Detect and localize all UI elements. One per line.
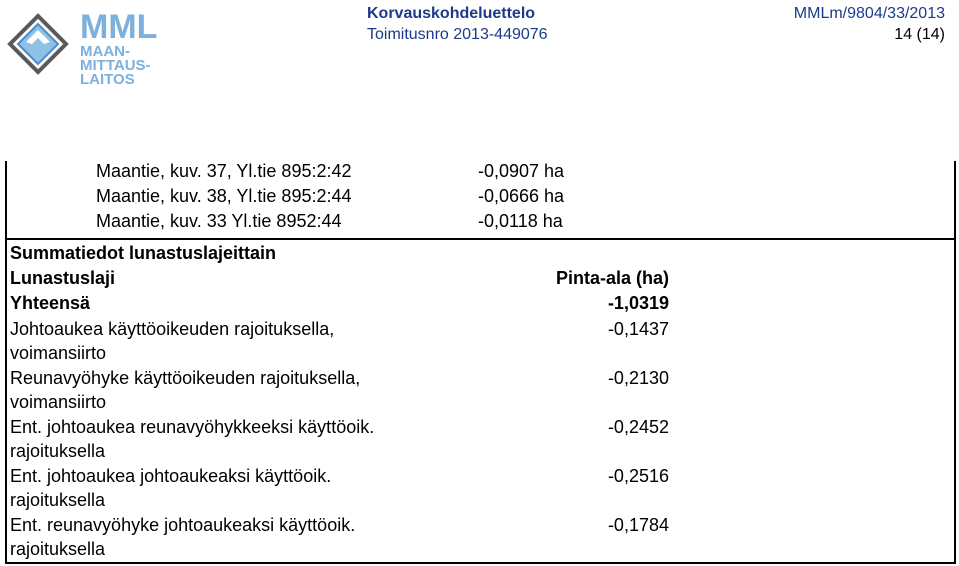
- summary-row-type-cont: rajoituksella: [10, 490, 106, 510]
- summary-total-label: Yhteensä: [10, 293, 91, 313]
- summary-row-value: -0,1784: [607, 515, 669, 535]
- summary-total-value: -1,0319: [607, 293, 669, 313]
- document-reference: MMLm/9804/33/2013: [793, 5, 945, 22]
- summary-row-type: Ent. reunavyöhyke johtoaukeaksi käyttöoik.: [10, 515, 356, 535]
- list-item-name: Maantie, kuv. 38, Yl.tie 895:2:44: [96, 186, 352, 206]
- summary-row-type: Ent. johtoaukea reunavyöhykkeeksi käyttöoik.: [10, 417, 375, 437]
- summary-row-type-cont: voimansiirto: [10, 392, 107, 412]
- svg-text:MML: MML: [80, 8, 158, 46]
- summary-column-type: Lunastuslaji: [10, 268, 116, 288]
- summary-row-type: Johtoaukea käyttöoikeuden rajoituksella,: [10, 319, 335, 339]
- svg-text:MAAN-: MAAN-: [80, 43, 130, 60]
- logo-emblem-icon: [10, 16, 66, 72]
- summary-heading: Summatiedot lunastuslajeittain: [10, 243, 277, 263]
- summary-row-value: -0,2516: [607, 466, 669, 486]
- summary-row-type-cont: rajoituksella: [10, 441, 106, 461]
- list-item-name: Maantie, kuv. 37, Yl.tie 895:2:42: [96, 161, 352, 181]
- section-divider: [5, 238, 956, 240]
- document-title: Korvauskohdeluettelo: [367, 5, 536, 22]
- list-item-area: -0,0666 ha: [478, 186, 565, 206]
- list-item-area: -0,0118 ha: [478, 211, 563, 231]
- summary-row-type: Ent. johtoaukea johtoaukeaksi käyttöoik.: [10, 466, 332, 486]
- mml-logo: [4, 4, 164, 88]
- summary-row-value: -0,2452: [607, 417, 669, 437]
- summary-column-area: Pinta-ala (ha): [555, 268, 669, 288]
- svg-text:LAITOS: LAITOS: [80, 71, 135, 88]
- summary-row-value: -0,1437: [607, 319, 669, 339]
- page-number: 14 (14): [894, 26, 945, 43]
- summary-row-type-cont: rajoituksella: [10, 539, 106, 559]
- summary-row-type: Reunavyöhyke käyttöoikeuden rajoituksella,: [10, 368, 361, 388]
- summary-row-type-cont: voimansiirto: [10, 343, 107, 363]
- list-item-name: Maantie, kuv. 33 Yl.tie 8952:44: [96, 211, 342, 231]
- svg-text:MITTAUS-: MITTAUS-: [80, 57, 151, 74]
- list-item-area: -0,0907 ha: [478, 161, 565, 181]
- summary-row-value: -0,2130: [607, 368, 669, 388]
- document-subtitle: Toimitusnro 2013-449076: [367, 26, 548, 43]
